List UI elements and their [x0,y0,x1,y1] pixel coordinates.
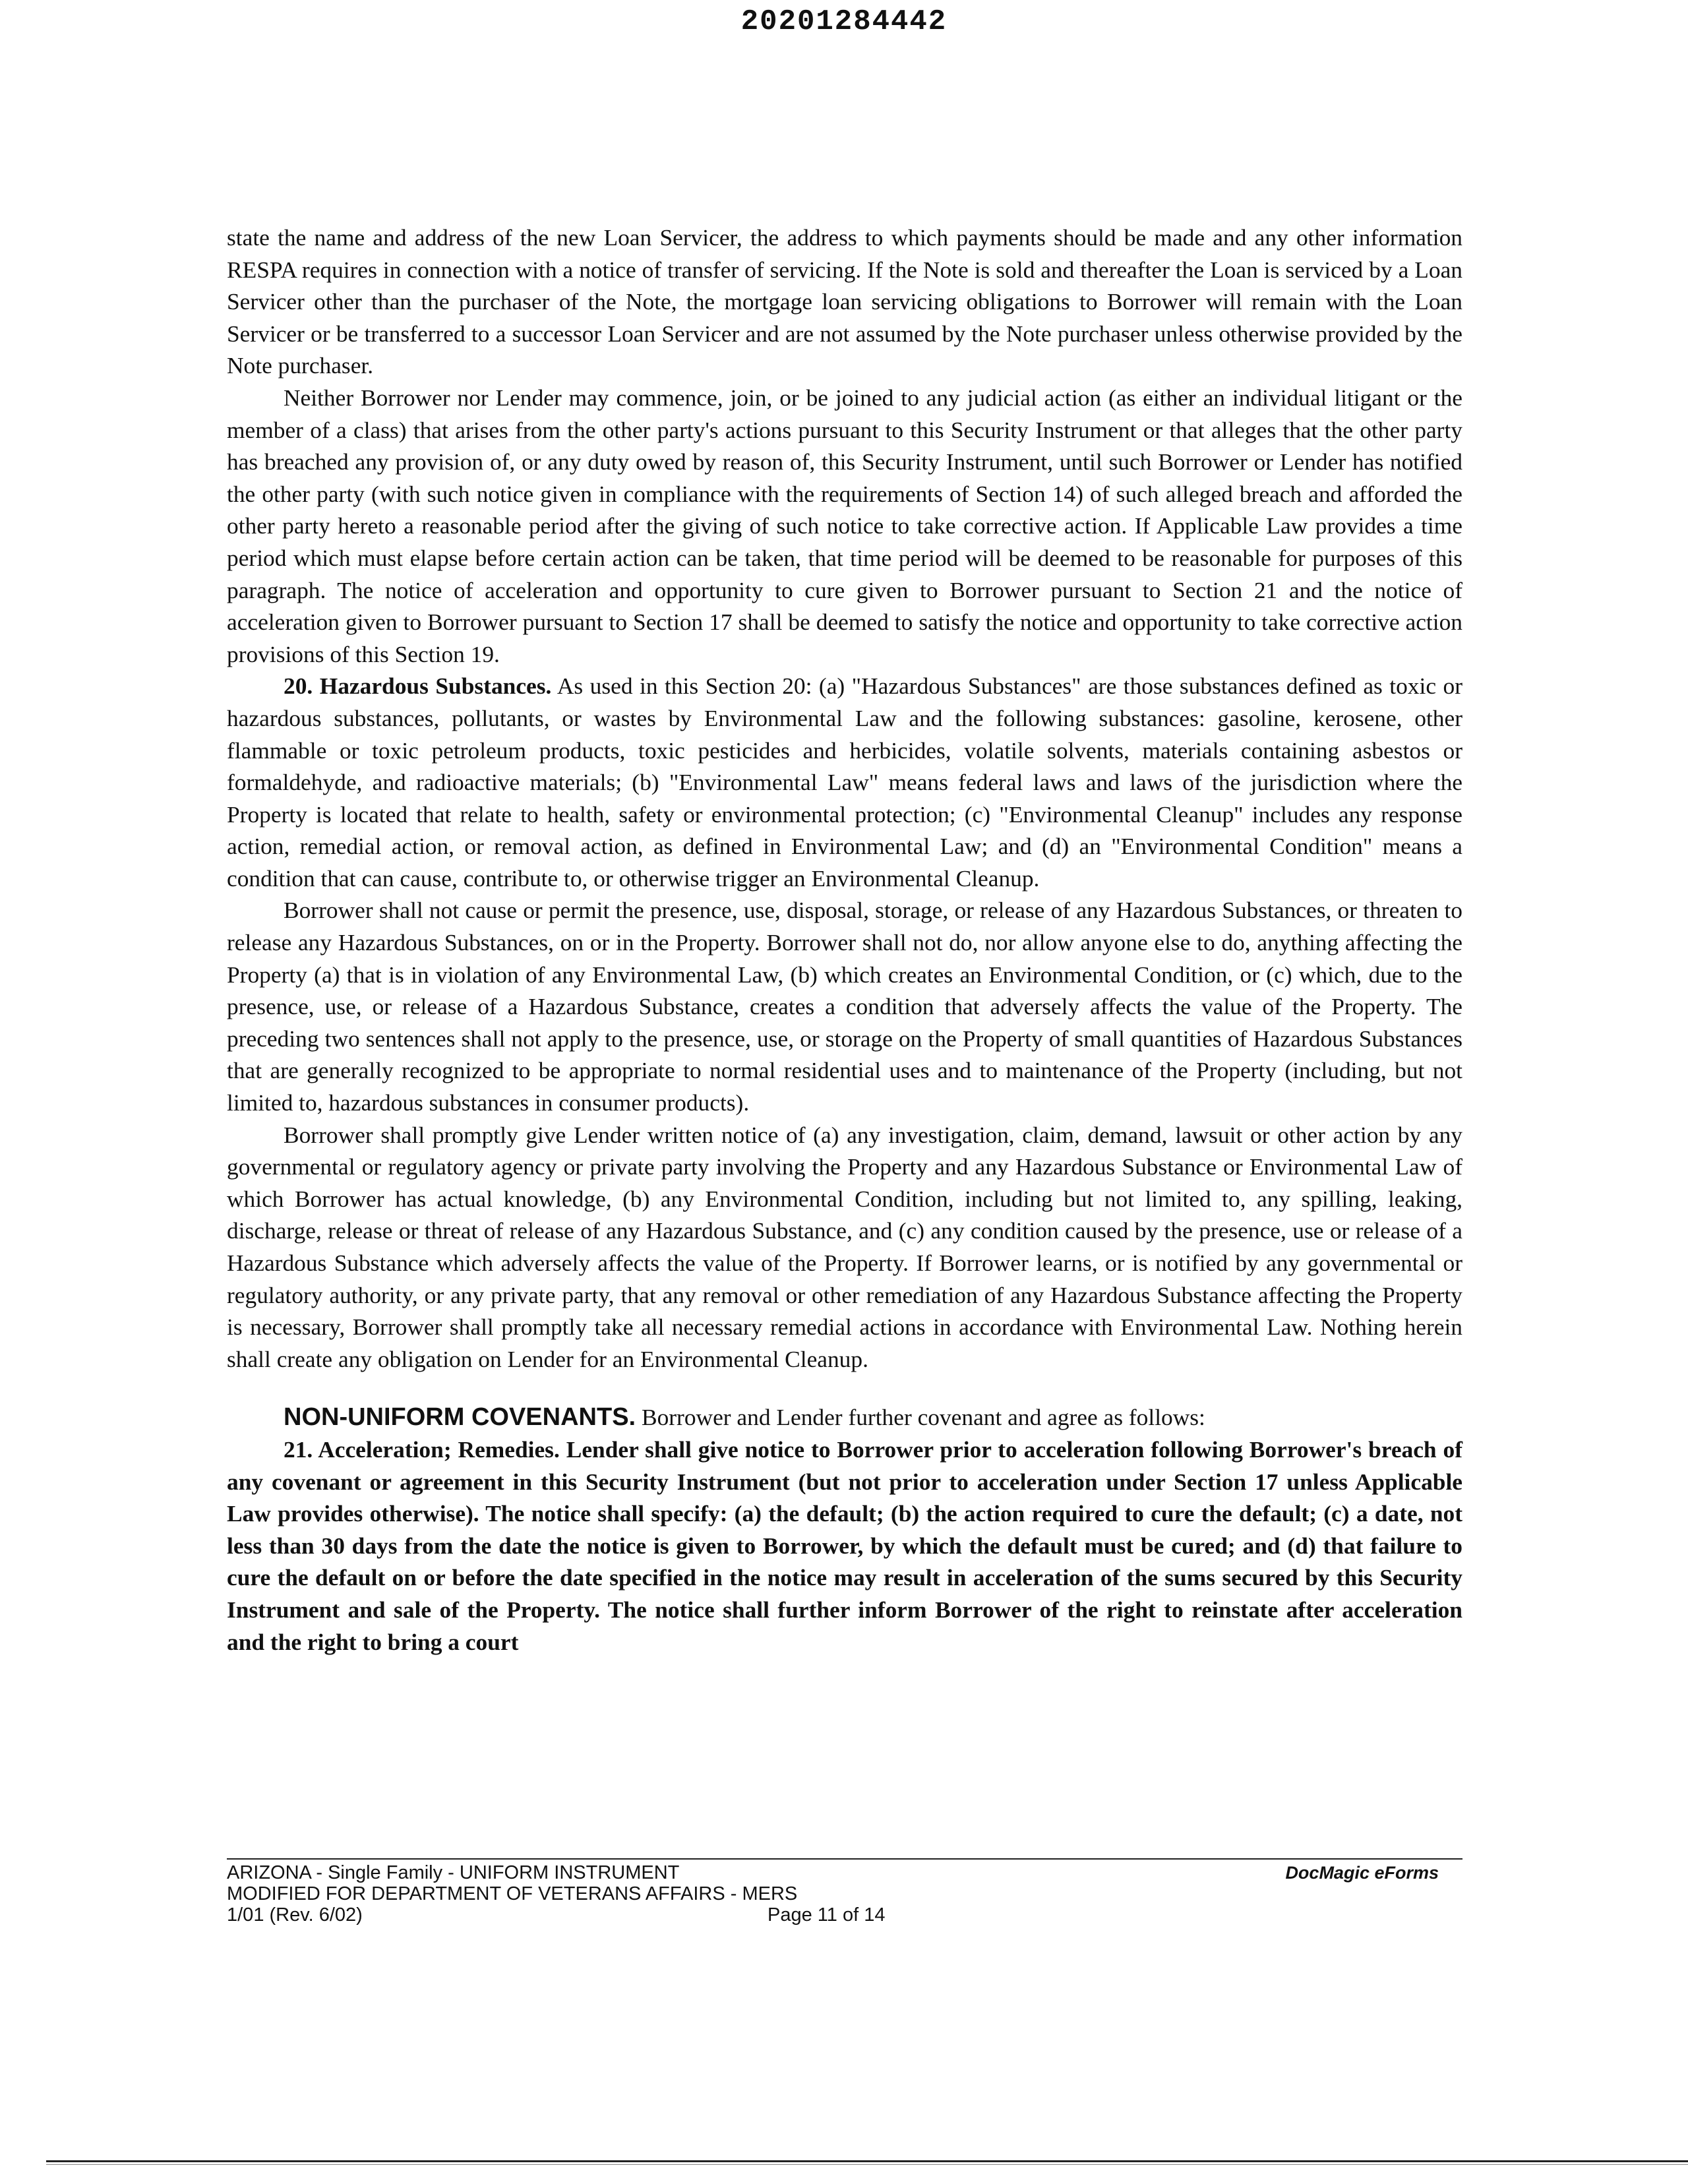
page-number: Page 11 of 14 [768,1904,886,1926]
document-number: 20201284442 [740,5,948,38]
paragraph-written-notice: Borrower shall promptly give Lender written notice of (a) any investigation, claim, demand, lawsuit or other action by any governmental or regulatory agency or private party involving the Property and any Hazardous Substance or Environmental Law of which Borrower has actual knowledge, (b) any Environmental Condition, including but not limited to, any spilling, leaking, discharge, release or threat of release of any Hazardous Substance, and (c) any condition caused by the presence, use or release of a Hazardous Substance which adversely affects the value of the Property. If Borrower learns, or is notified by any governmental or regulatory authority, or any private party, that any removal or other remediation of any Hazardous Substance affecting the Property is necessary, Borrower shall promptly take all necessary remedial actions in accordance with Environmental Law. Nothing herein shall create any obligation on Lender for an Environmental Cleanup. [227,1121,1462,1372]
page-footer [227,1858,1462,1926]
non-uniform-covenants-text: Borrower and Lender further covenant and agree as follows: [641,1404,1205,1431]
footer-form-title: ARIZONA - Single Family - UNIFORM INSTRUMENT [227,1862,680,1883]
paragraph-non-uniform-covenants [227,1401,1462,1434]
section-20-heading: 20. Hazardous Substances. [284,673,552,700]
scan-edge-line [46,2160,1688,2162]
docmagic-logo: DocMagic eForms [1285,1863,1439,1883]
paragraph-hazardous-substances [227,670,1462,894]
scan-edge-line-faint [46,2164,1688,2165]
section-20-text: As used in this Section 20: (a) "Hazardous Substances" are those substances defined as toxic or hazardous substances, pollutants, or wastes by Environmental Law and the following substances: gasoline, kerosene, other flammable or toxic petroleum products, toxic pesticides and herbicides, volatile solvents, materials containing asbestos or formaldehyde, and radioactive materials; (b) "Environmental Law" means federal laws and laws of the jurisdiction where the Property is located that relate to health, safety or environmental protection; (c) "Environmental Cleanup" includes any response action, remedial action, or removal action, as defined in Environmental Law; and (d) an "Environmental Condition" means a condition that can cause, contribute to, or otherwise trigger an Environmental Cleanup. [227,673,1462,892]
footer-form-subtitle: MODIFIED FOR DEPARTMENT OF VETERANS AFFAIRS - MERS [227,1883,798,1904]
document-body [227,222,1462,1658]
paragraph-loan-servicer: state the name and address of the new Loan Servicer, the address to which payments should be made and any other information RESPA requires in connection with a notice of transfer of servicing. If the Note is sold and thereafter the Loan is serviced by a Loan Servicer other than the purchaser of the Note, the mortgage loan servicing obligations to Borrower will remain with the Loan Servicer or be transferred to a successor Loan Servicer and are not assumed by the Note purchaser unless otherwise provided by the Note purchaser. [227,224,1462,379]
paragraph-borrower-shall-not: Borrower shall not cause or permit the presence, use, disposal, storage, or release of any Hazardous Substances, or threaten to release any Hazardous Substances, on or in the Property. Borrower shall not do, nor allow anyone else to do, anything affecting the Property (a) that is in violation of any Environmental Law, (b) which creates an Environmental Condition, or (c) which, due to the presence, use, or release of a Hazardous Substance, creates a condition that adversely affects the value of the Property. The preceding two sentences shall not apply to the presence, use, or storage on the Property of small quantities of Hazardous Substances that are generally recognized to be appropriate to normal residential uses and to maintenance of the Property (including, but not limited to, hazardous substances in consumer products). [227,897,1462,1116]
paragraph-acceleration-remedies: 21. Acceleration; Remedies. Lender shall give notice to Borrower prior to acceleration following Borrower's breach of any covenant or agreement in this Security Instrument (but not prior to acceleration under Section 17 unless Applicable Law provides otherwise). The notice shall specify: (a) the default; (b) the action required to cure the default; (c) a date, not less than 30 days from the date the notice is given to Borrower, by which the default must be cured; and (d) that failure to cure the default on or before the date specified in the notice may result in acceleration of the sums secured by this Security Instrument and sale of the Property. The notice shall further inform Borrower of the right to reinstate after acceleration and the right to bring a court [227,1436,1462,1655]
footer-revision: 1/01 (Rev. 6/02) [227,1904,363,1926]
paragraph-judicial-action: Neither Borrower nor Lender may commence, join, or be joined to any judicial action (as either an individual litigant or the member of a class) that arises from the other party's actions pursuant to this Security Instrument or that alleges that the other party has breached any provision of, or any duty owed by reason of, this Security Instrument, until such Borrower or Lender has notified the other party (with such notice given in compliance with the requirements of Section 14) of such alleged breach and afforded the other party hereto a reasonable period after the giving of such notice to take corrective action. If Applicable Law provides a time period which must elapse before certain action can be taken, that time period will be deemed to be reasonable for purposes of this paragraph. The notice of acceleration and opportunity to cure given to Borrower pursuant to Section 21 and the notice of acceleration given to Borrower pursuant to Section 17 shall be deemed to satisfy the notice and opportunity to take corrective action provisions of this Section 19. [227,384,1462,667]
non-uniform-covenants-heading: NON-UNIFORM COVENANTS. [284,1403,636,1432]
